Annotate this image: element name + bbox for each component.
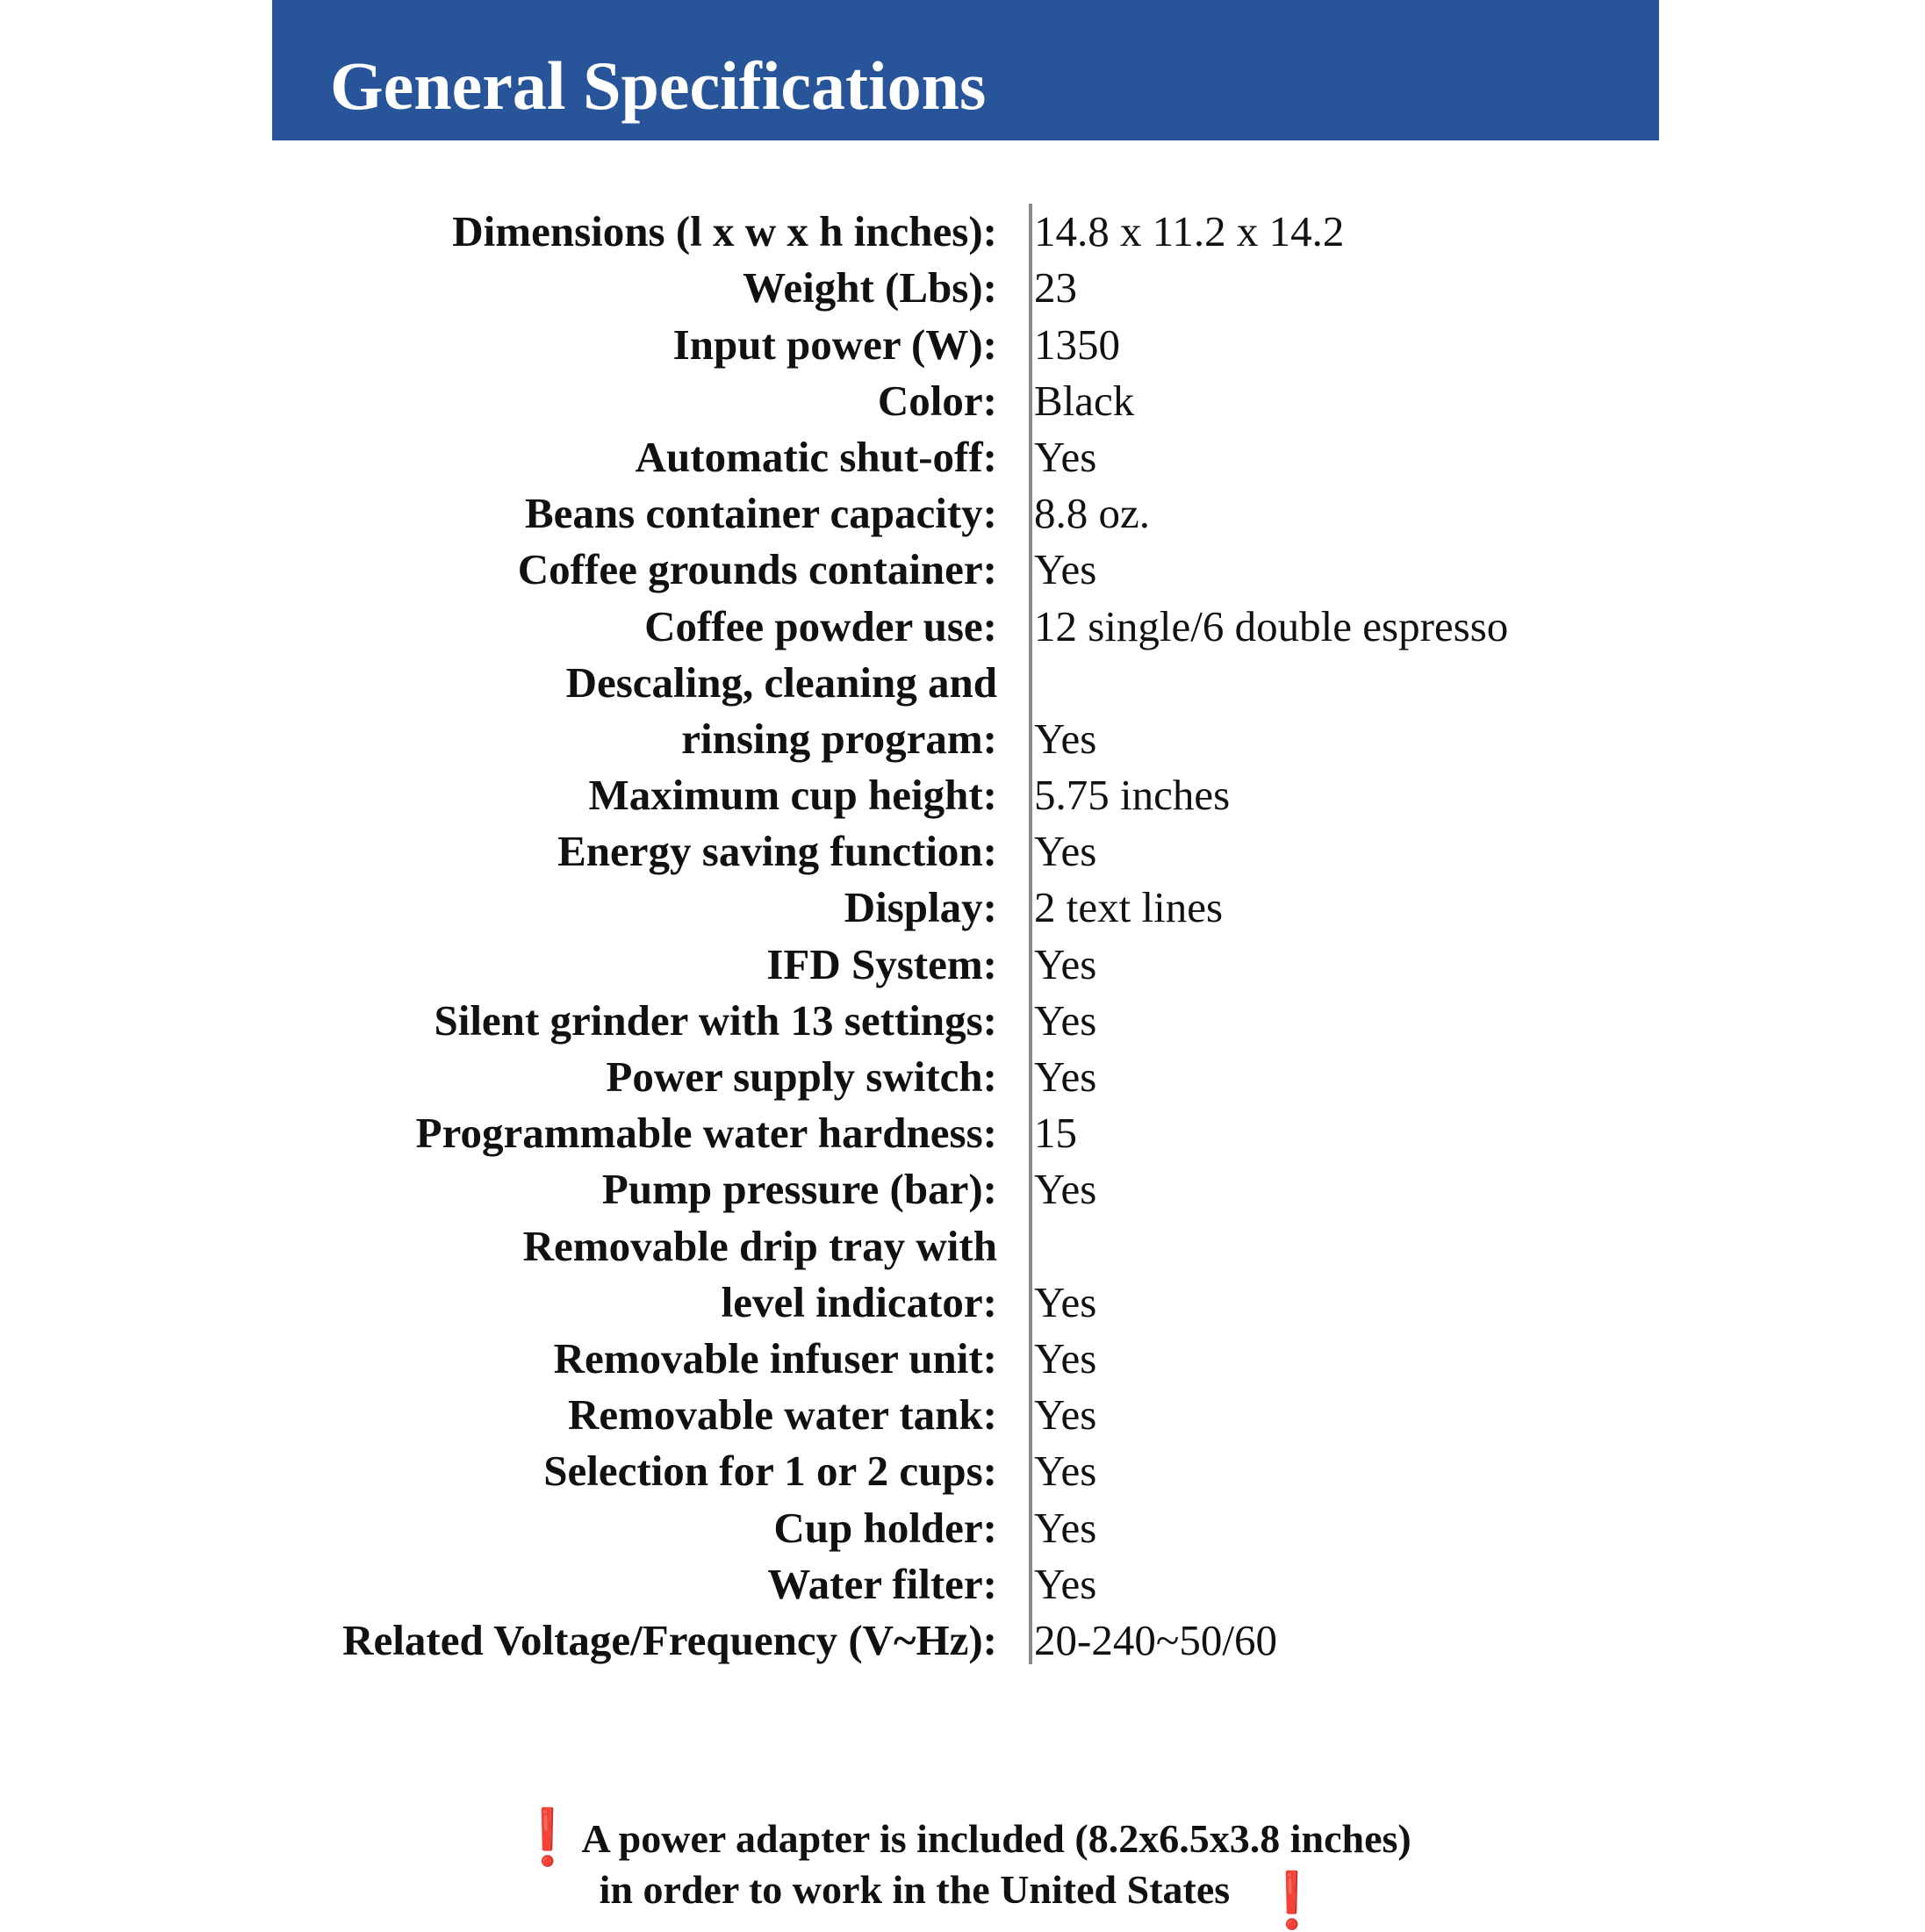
- spec-label: Water filter:: [767, 1559, 997, 1608]
- spec-label: Cup holder:: [773, 1503, 997, 1552]
- spec-value: Yes: [1034, 1390, 1097, 1440]
- spec-row: [0, 377, 1925, 433]
- spec-value: 14.8 x 11.2 x 14.2: [1034, 207, 1345, 256]
- spec-value: Yes: [1034, 545, 1097, 594]
- spec-row: [0, 545, 1925, 601]
- spec-value: Black: [1034, 376, 1135, 425]
- spec-value: Yes: [1034, 939, 1097, 988]
- spec-row: [0, 263, 1925, 320]
- exclamation-icon: ❗: [1258, 1868, 1326, 1932]
- spec-row: [0, 771, 1925, 827]
- title-banner: [272, 0, 1659, 140]
- spec-value: Yes: [1034, 1052, 1097, 1102]
- spec-value: 12 single/6 double espresso: [1034, 601, 1509, 650]
- spec-label: Silent grinder with 13 settings:: [434, 995, 997, 1045]
- spec-label: Related Voltage/Frequency (V~Hz):: [342, 1615, 997, 1664]
- spec-value: Yes: [1034, 714, 1097, 763]
- spec-row: [0, 1334, 1925, 1390]
- spec-row: [0, 1560, 1925, 1616]
- spec-row: [0, 1616, 1925, 1672]
- spec-label: Removable water tank:: [567, 1390, 997, 1440]
- spec-row: [0, 433, 1925, 489]
- spec-value: Yes: [1034, 1447, 1097, 1496]
- spec-row: [0, 1052, 1925, 1109]
- spec-label: Power supply switch:: [606, 1052, 997, 1102]
- spec-value: 5.75 inches: [1034, 771, 1231, 820]
- spec-row: [0, 1165, 1925, 1221]
- spec-label: Energy saving function:: [557, 827, 997, 876]
- spec-value: 15: [1034, 1109, 1077, 1158]
- spec-label: Weight (Lbs):: [743, 263, 997, 312]
- spec-value: Yes: [1034, 1503, 1097, 1552]
- spec-value: 23: [1034, 263, 1077, 312]
- spec-row: [0, 1503, 1925, 1559]
- spec-label: Maximum cup height:: [588, 771, 997, 820]
- note-line: [0, 1864, 1925, 1932]
- spec-label: Pump pressure (bar):: [601, 1165, 997, 1214]
- spec-value: Yes: [1034, 1559, 1097, 1608]
- spec-row: [0, 1390, 1925, 1447]
- spec-label: Coffee grounds container:: [517, 545, 997, 594]
- spec-value: Yes: [1034, 995, 1097, 1045]
- spec-label: Removable infuser unit:: [553, 1333, 997, 1383]
- spec-value: 8.8 oz.: [1034, 489, 1150, 538]
- spec-value: Yes: [1034, 1277, 1097, 1326]
- spec-label: Input power (W):: [672, 320, 997, 369]
- note-text: A power adapter is included (8.2x6.5x3.8 inches): [581, 1816, 1411, 1861]
- spec-value: 2 text lines: [1034, 883, 1224, 932]
- spec-row: [0, 1109, 1925, 1165]
- spec-label: Removable drip tray with level indicator:: [522, 1221, 997, 1326]
- adapter-note: [0, 1805, 1925, 1932]
- note-text: in order to work in the United States: [599, 1867, 1231, 1912]
- spec-label: Selection for 1 or 2 cups:: [543, 1447, 997, 1496]
- spec-label: Coffee powder use:: [644, 601, 997, 650]
- spec-label: Display:: [844, 883, 997, 932]
- note-line: [0, 1805, 1925, 1869]
- spec-row: [0, 601, 1925, 657]
- spec-value: Yes: [1034, 1165, 1097, 1214]
- spec-label: IFD System:: [766, 939, 997, 988]
- spec-value: Yes: [1034, 432, 1097, 481]
- spec-table: [0, 207, 1925, 1672]
- spec-row: [0, 489, 1925, 545]
- spec-row: [0, 827, 1925, 883]
- page-title: General Specifications: [330, 47, 987, 124]
- spec-row: [0, 320, 1925, 376]
- spec-value: 20-240~50/60: [1034, 1615, 1277, 1664]
- spec-value: 1350: [1034, 320, 1120, 369]
- spec-label: Programmable water hardness:: [415, 1109, 997, 1158]
- spec-label: Dimensions (l x w x h inches):: [452, 207, 997, 256]
- spec-row: [0, 658, 1925, 771]
- spec-value: Yes: [1034, 827, 1097, 876]
- spec-label: Automatic shut-off:: [635, 432, 997, 481]
- spec-row: [0, 207, 1925, 263]
- spec-label: Beans container capacity:: [524, 489, 997, 538]
- spec-value: Yes: [1034, 1333, 1097, 1383]
- spec-row: [0, 1221, 1925, 1333]
- spec-label: Color:: [877, 376, 997, 425]
- spec-row: [0, 939, 1925, 995]
- spec-label: Descaling, cleaning and rinsing program:: [565, 657, 997, 763]
- spec-row: [0, 883, 1925, 939]
- spec-row: [0, 996, 1925, 1052]
- spec-row: [0, 1447, 1925, 1503]
- exclamation-icon: ❗: [514, 1805, 582, 1869]
